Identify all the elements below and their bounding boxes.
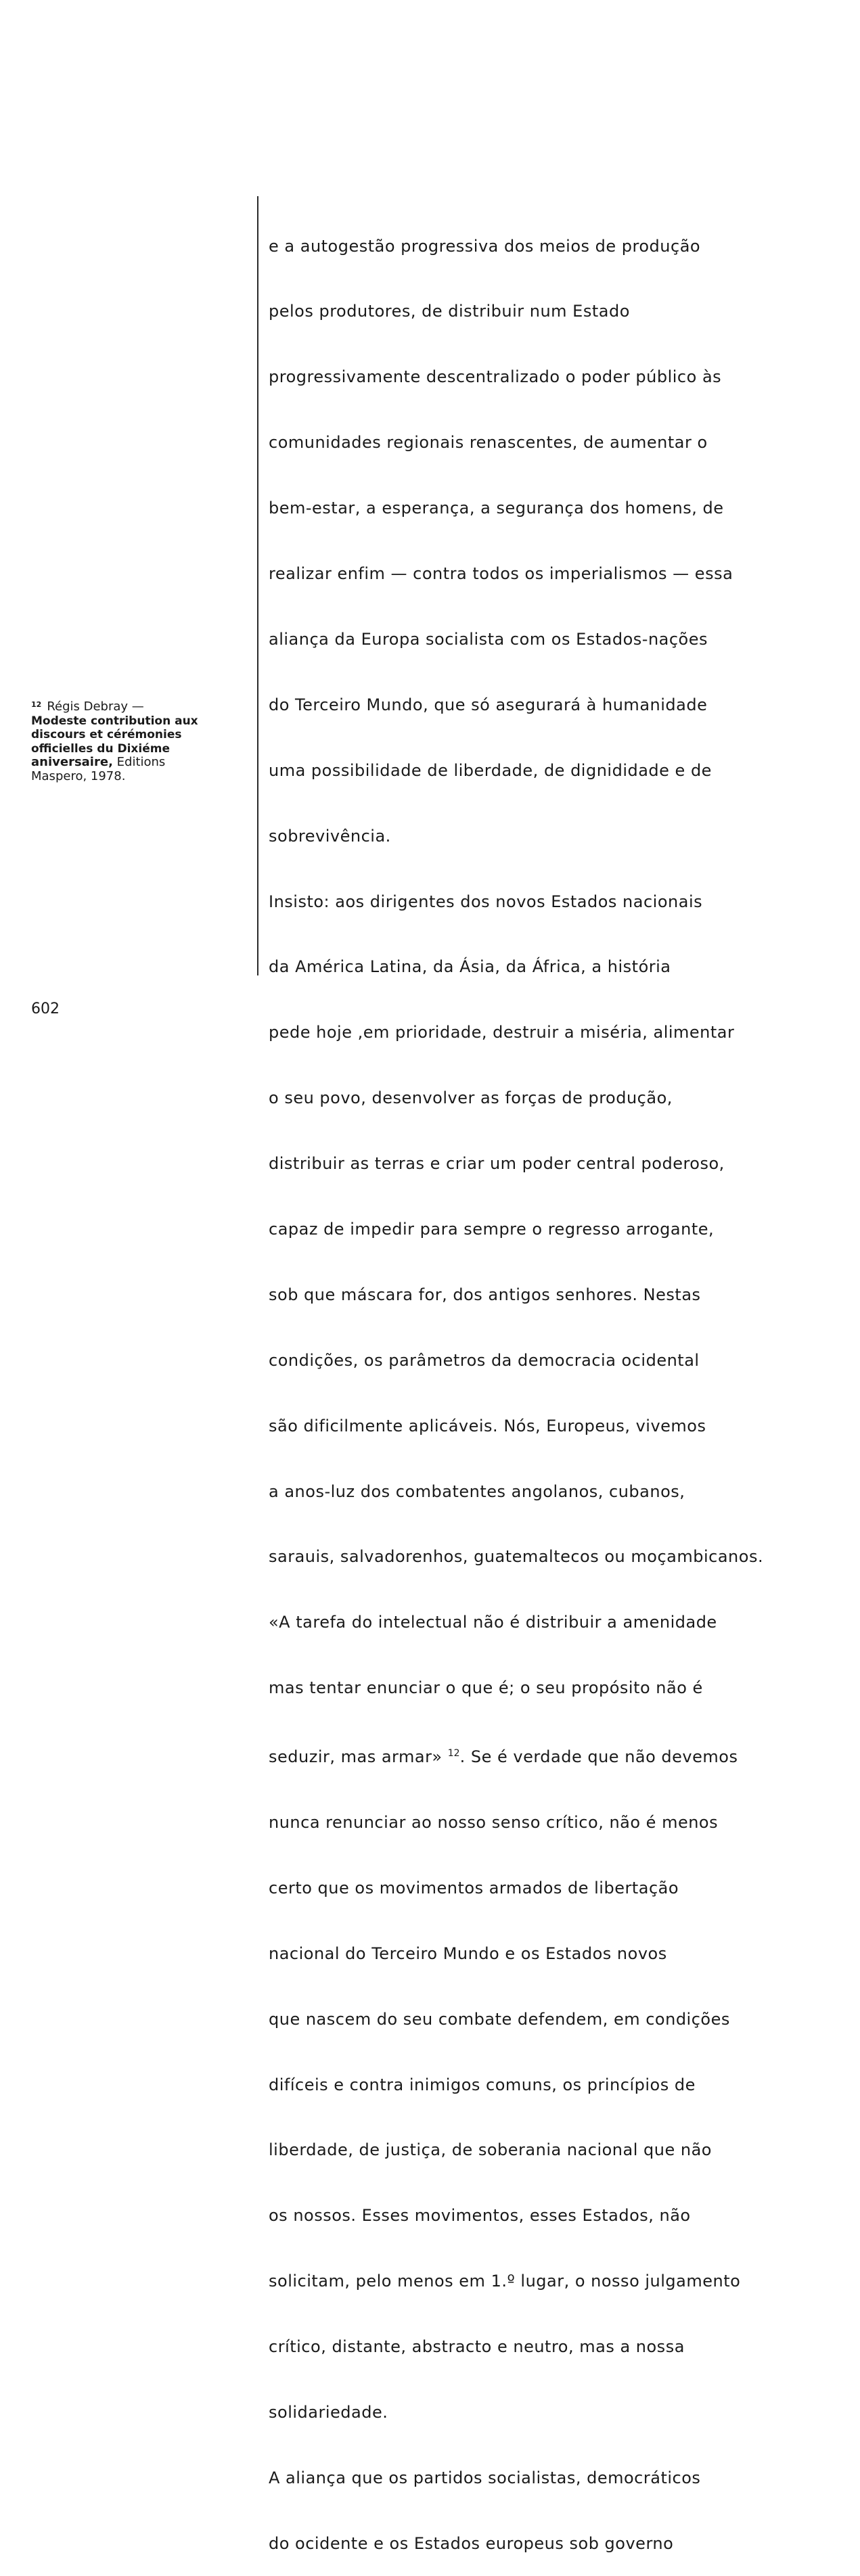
text-line: progressivamente descentralizado o poder público às	[269, 367, 722, 387]
text-line: do ocidente e os Estados europeus sob governo	[269, 2533, 674, 2553]
footnote-publisher-line: Maspero, 1978.	[31, 768, 126, 783]
text-line: Insisto: aos dirigentes dos novos Estados nacionais	[269, 892, 703, 911]
text-fragment: . Se é verdade que não devemos	[459, 1747, 738, 1767]
text-line: nacional do Terceiro Mundo e os Estados novos	[269, 1944, 667, 1963]
text-fragment: seduzir, mas armar»	[269, 1747, 443, 1767]
footnote-title-line	[31, 756, 254, 770]
text-line: certo que os movimentos armados de libertação	[269, 1878, 679, 1898]
main-body-text	[269, 191, 837, 2576]
text-line: comunidades regionais renascentes, de aumentar o	[269, 433, 708, 453]
text-line: sob que máscara for, dos antigos senhores. Nestas	[269, 1285, 701, 1304]
text-line: mas tentar enunciar o que é; o seu propósito não é	[269, 1678, 703, 1698]
text-line: difíceis e contra inimigos comuns, os princípios de	[269, 2075, 696, 2094]
text-line: pelos produtores, de distribuir num Estado	[269, 302, 630, 321]
column-divider	[257, 196, 258, 975]
text-line: e a autogestão progressiva dos meios de produção	[269, 236, 701, 256]
footnote-title-end: aniversaire,	[31, 755, 113, 769]
text-line: nunca renunciar ao nosso senso crítico, não é menos	[269, 1812, 719, 1832]
footnote-number: 12	[31, 700, 42, 709]
text-line: os nossos. Esses movimentos, esses Estados, não	[269, 2206, 691, 2226]
footnote-reference[interactable]: 12	[447, 1748, 460, 1760]
footnote	[31, 698, 254, 783]
page-number: 602	[31, 1001, 60, 1017]
text-line: da América Latina, da Ásia, da África, a história	[269, 957, 671, 977]
footnote-author-line	[31, 698, 254, 714]
footnote-author: Régis Debray —	[47, 699, 144, 714]
text-line: do Terceiro Mundo, que só asegurará à humanidade	[269, 695, 708, 714]
text-line: a anos-luz dos combatentes angolanos, cubanos,	[269, 1481, 685, 1501]
text-line: A aliança que os partidos socialistas, democráticos	[269, 2468, 701, 2487]
text-line: liberdade, de justiça, de soberania nacional que não	[269, 2140, 712, 2160]
text-line: capaz de impedir para sempre o regresso arrogante,	[269, 1219, 715, 1239]
text-line: condições, os parâmetros da democracia ocidental	[269, 1350, 700, 1370]
text-line: que nascem do seu combate defendem, em condições	[269, 2009, 730, 2029]
text-line: bem-estar, a esperança, a segurança dos homens, de	[269, 499, 724, 518]
text-line: distribuir as terras e criar um poder central poderoso,	[269, 1154, 725, 1174]
text-line: o seu povo, desenvolver as forças de produção,	[269, 1088, 673, 1108]
text-line: solidariedade.	[269, 2402, 388, 2422]
footnote-title-line: officielles du Dixiéme	[31, 741, 170, 756]
text-line: realizar enfim — contra todos os imperialismos — essa	[269, 564, 733, 584]
text-line: uma possibilidade de liberdade, de dignididade e de	[269, 760, 712, 780]
footnote-publisher: Editions	[116, 755, 166, 769]
text-line: são dificilmente aplicáveis. Nós, Europeus, vivemos	[269, 1416, 706, 1435]
text-line: crítico, distante, abstracto e neutro, mas a nossa	[269, 2337, 685, 2357]
text-line: sobrevivência.	[269, 826, 391, 846]
text-line: solicitam, pelo menos em 1.º lugar, o nosso julgamento	[269, 2272, 741, 2291]
text-line: «A tarefa do intelectual não é distribuir a amenidade	[269, 1613, 717, 1632]
footnote-title-line: Modeste contribution aux	[31, 714, 198, 728]
text-line: pede hoje ,em prioridade, destruir a miséria, alimentar	[269, 1023, 735, 1042]
text-line: sarauis, salvadorenhos, guatemaltecos ou moçambicanos.	[269, 1547, 764, 1567]
text-line: aliança da Europa socialista com os Estados-nações	[269, 629, 708, 649]
footnote-title-line: discours et cérémonies	[31, 728, 182, 741]
text-line-with-footnote-ref	[269, 1743, 837, 1768]
